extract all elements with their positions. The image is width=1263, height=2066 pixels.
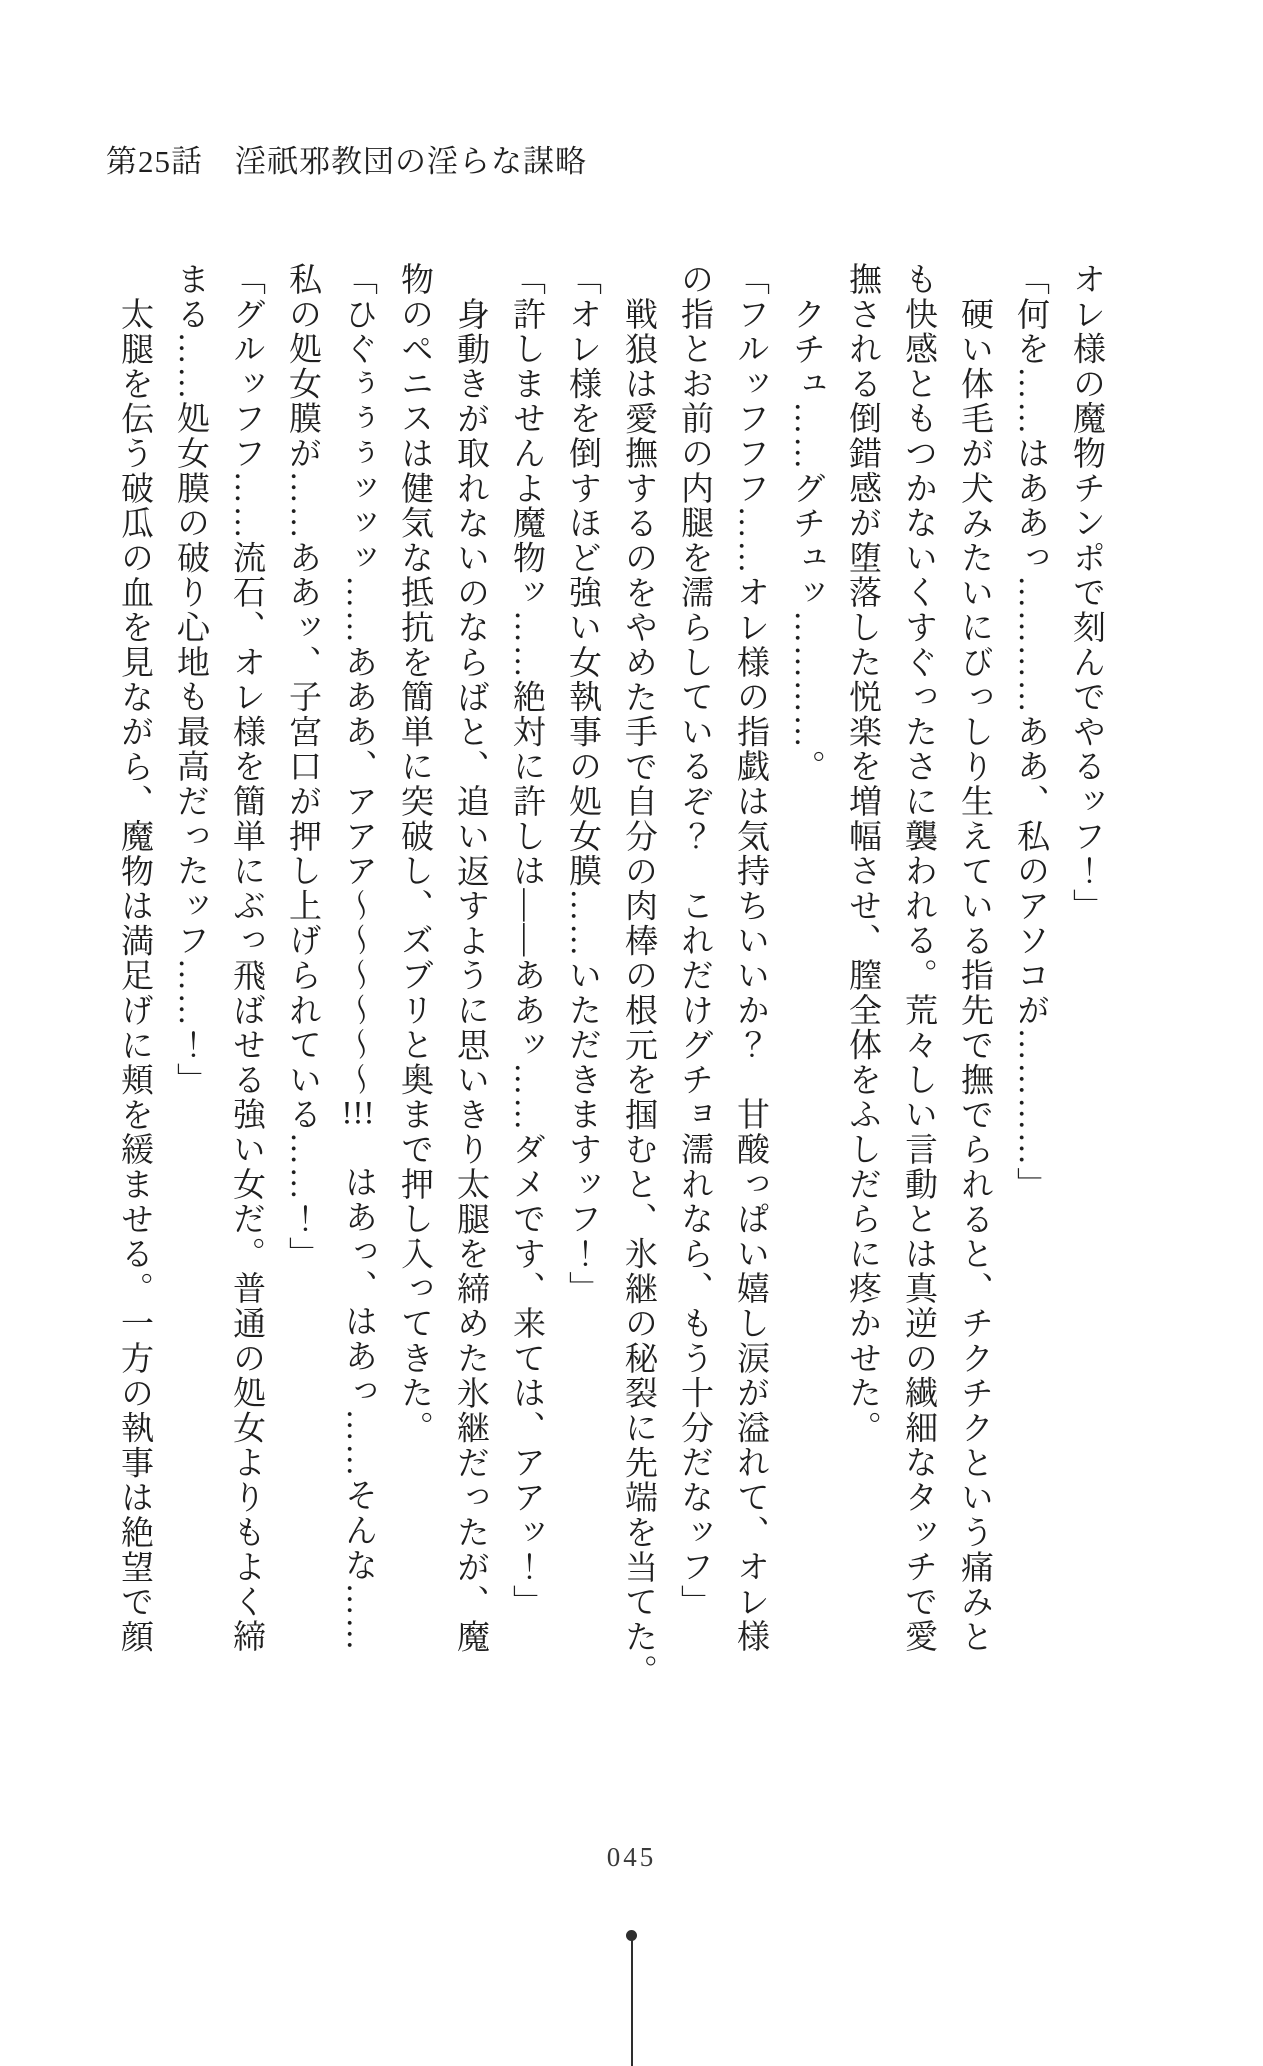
text-column: 硬い体毛が犬みたいにびっしり生えている指先で撫でられると、チクチクという痛みと <box>956 297 992 1655</box>
page-number: 045 <box>606 1842 657 1872</box>
text-column: まる……処女膜の破り心地も最高だったッフ……！」 <box>172 262 208 1098</box>
text-column: 「ひぐぅぅぅッッッ……あああ、アアア～～～～～～!!! はあっ、はあっ……そんな…… <box>340 262 376 1653</box>
text-column: オレ様の魔物チンポで刻んでやるッフ！」 <box>1068 262 1104 924</box>
text-column: クチュ……グチュッ…………。 <box>788 297 824 785</box>
triple-exclamation: !!! <box>341 1097 375 1131</box>
text-column: 物のペニスは健気な抵抗を簡単に突破し、ズブリと奥まで押し入ってきた。 <box>396 262 432 1446</box>
text-column: の指とお前の内腿を濡らしているぞ？ これだけグチョ濡れなら、もう十分だなッフ」 <box>676 262 712 1620</box>
text-column: 身動きが取れないのならばと、追い返すように思いきり太腿を締めた氷継だったが、魔 <box>452 297 488 1655</box>
text-column: 「フルッフフフ……オレ様の指戯は気持ちいいか？ 甘酸っぱい嬉し涙が溢れて、オレ様 <box>732 262 768 1654</box>
body-text-block <box>102 262 1114 1698</box>
chapter-header: 第25話 淫祇邪教団の淫らな謀略 <box>106 144 587 179</box>
text-column: 「オレ様を倒すほど強い女執事の処女膜……いただきますッフ！」 <box>564 262 600 1306</box>
text-column: 戦狼は愛撫するのをやめた手で自分の肉棒の根元を掴むと、氷継の秘裂に先端を当てた。 <box>620 297 656 1689</box>
footer-ornament-line <box>631 1940 633 2066</box>
text-column: 太腿を伝う破瓜の血を見ながら、魔物は満足げに頬を緩ませる。一方の執事は絶望で顔 <box>116 297 152 1655</box>
text-column: 私の処女膜が……ああッ、子宮口が押し上げられている……！」 <box>284 262 320 1272</box>
text-column: も快感ともつかないくすぐったさに襲われる。荒々しい言動とは真逆の繊細なタッチで愛 <box>900 262 936 1654</box>
text-column: 「許しませんよ魔物ッ……絶対に許しは――ああッ……ダメです、来ては、アアッ！」 <box>508 262 544 1620</box>
text-column: 撫される倒錯感が堕落した悦楽を増幅させ、膣全体をふしだらに疼かせた。 <box>844 262 880 1446</box>
text-column: 「グルッフフ……流石、オレ様を簡単にぶっ飛ばせる強い女だ。普通の処女よりもよく締 <box>228 262 264 1654</box>
text-column: 「何を……はああっ…………ああ、私のアソコが…………」 <box>1012 262 1048 1202</box>
